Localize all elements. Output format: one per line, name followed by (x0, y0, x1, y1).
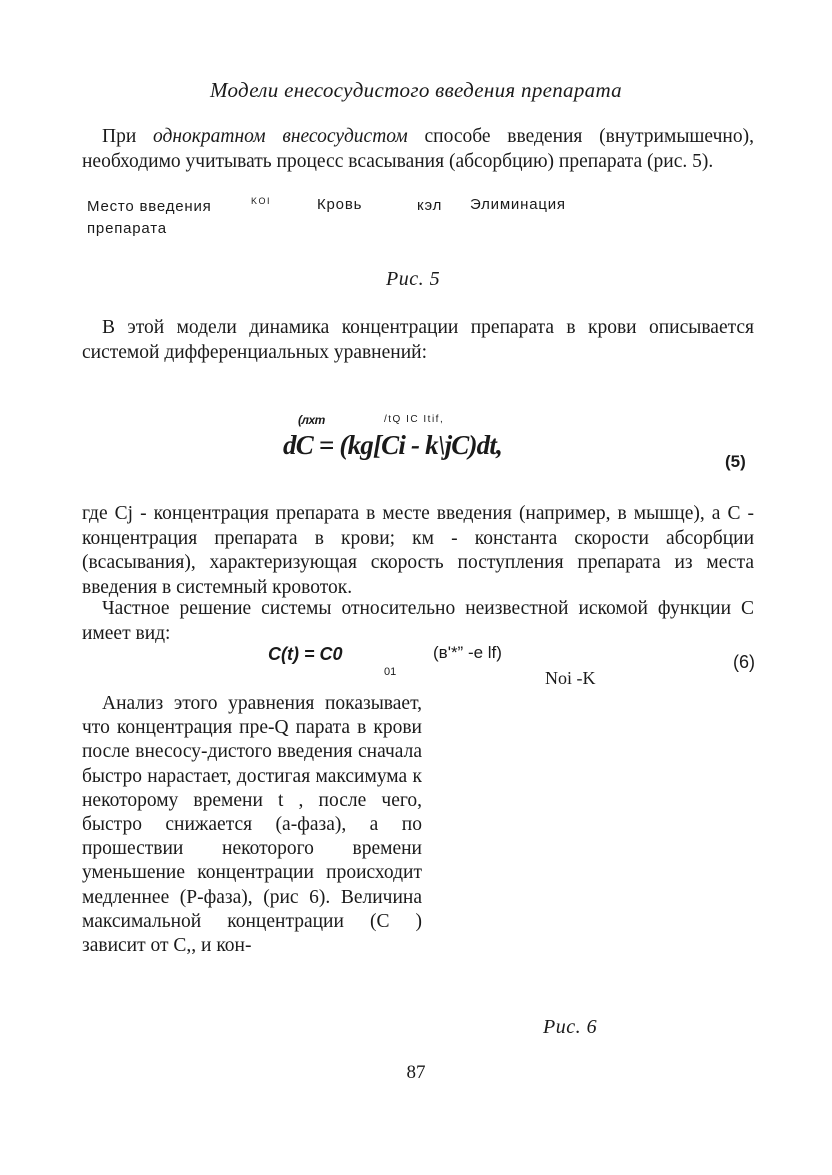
equation-5-fragment-left: (лхт (298, 413, 325, 427)
diagram-kel-label: кэл (417, 197, 443, 214)
paragraph-solution (82, 597, 754, 646)
figure-5-caption: Рис. 5 (386, 268, 441, 290)
diagram-site-label: Место введения (87, 198, 212, 215)
intro-prefix: При (102, 126, 154, 147)
equation-6-number: (6) (733, 652, 755, 672)
paragraph-analysis (82, 692, 422, 958)
analysis-text: Анализ этого уравнения показывает, что концентрация пре-Q парата в крови после внесосу-дистого введения сначала быстро нарастает, достигая максимума к некоторому времени t , после чего, быстро снижается (а-фаза), а по прошествии некоторого времени уменьшение концентрации происходит медленнее (Р-фаза), (рис 6). Величина максимальной концентрации (С ) зависит от С,, и кон- (82, 693, 422, 957)
paragraph-intro (82, 125, 754, 174)
diagram-elimination-label: Элиминация (470, 196, 566, 213)
equation-6-exponentials: (в'*” -e lf) (433, 643, 502, 662)
intro-suffix: способе введения (внутримышечно), необходимо учитывать процесс всасывания (абсорбцию) препарата (рис. 5). (82, 126, 754, 172)
equation-5-fragment-right: /tQ IC Itif, (384, 414, 445, 425)
equation-6-subscript: 01 (384, 666, 397, 678)
equation-5-number: (5) (725, 452, 746, 471)
diagram-site-label-2: препарата (87, 220, 167, 237)
paragraph-definitions (82, 502, 754, 600)
equation-6-left: C(t) = C0 (268, 644, 343, 664)
equation-5: dC = (kg[Ci - k\jC)dt, (283, 430, 503, 460)
paragraph-model (82, 316, 754, 365)
solution-text: Частное решение системы относительно неизвестной искомой функции С имеет вид: (82, 598, 754, 644)
diagram-blood-label: Кровь (317, 196, 363, 213)
model-text: В этой модели динамика концентрации препарата в крови описывается системой дифференциальных уравнений: (82, 317, 754, 363)
diagram-k01-label: KOI (251, 196, 272, 206)
figure-6-caption: Рис. 6 (543, 1016, 598, 1038)
equation-6-denominator: Noi -K (545, 668, 596, 688)
page-number: 87 (406, 1062, 426, 1083)
intro-italic-term: однократном внесосудистом (153, 126, 408, 147)
section-title: Модели енесосудистого введения препарата (210, 78, 622, 102)
definitions-text: где Cj - концентрация препарата в месте введения (например, в мышце), а С - концентрация препарата в крови; км - константа скорости абсорбции (всасывания), характеризующая скорость поступления препарата из места введения в системный кровоток. (82, 503, 754, 598)
